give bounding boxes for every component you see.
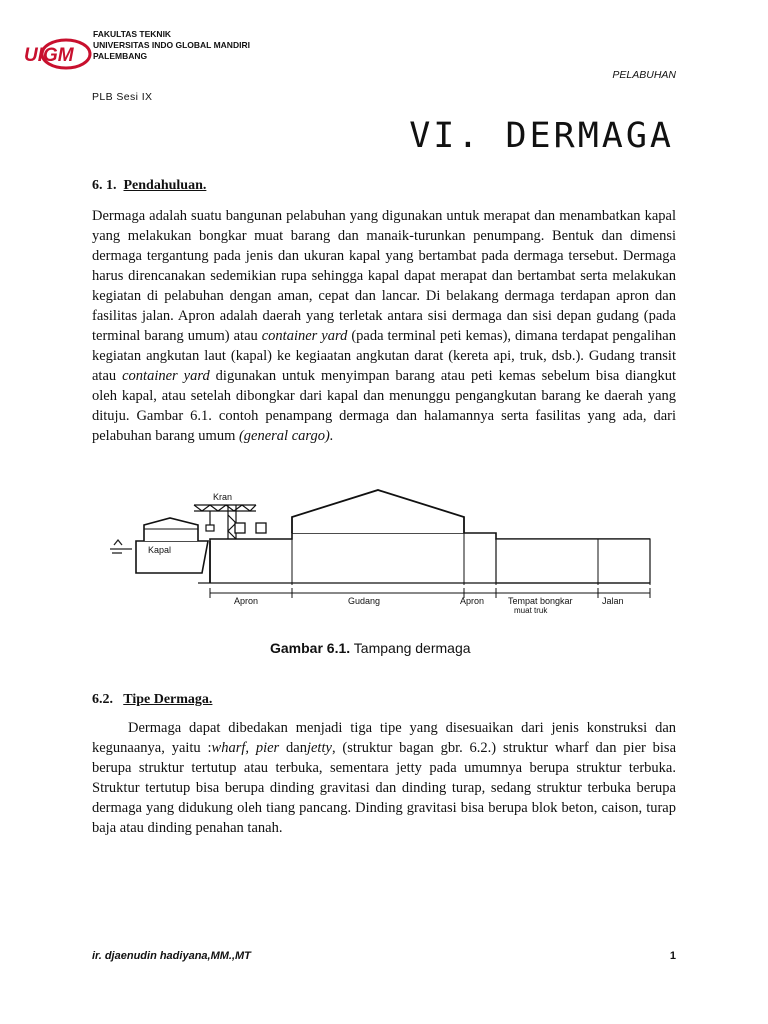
italic-term: (general cargo). — [238, 428, 334, 444]
section-2-number: 6.2. — [92, 692, 113, 707]
label-muat-truk: muat truk — [514, 606, 548, 615]
ship-shape — [136, 518, 208, 573]
paragraph-text: , (struktur bagan gbr. 6.2.) struktur wharf dan pier bisa berupa struktur tertutup atau terbuka, sementara jetty pada umumnya berupa struktur terbuka. Struktur tertutup bisa berupa dinding gravitasi dan dinding turap, sedang struktur terbuka berupa dermaga yang didukung oleh tiang pancang. Dinding gravitasi bisa berupa blok beton, caison, turap baja atau dinding penahan tanah. — [92, 740, 677, 836]
section-1-number: 6. 1. — [92, 178, 117, 193]
container-small — [235, 523, 245, 533]
crane-shape — [194, 505, 256, 539]
dock-cross-section-figure — [110, 485, 656, 630]
paragraph-text: (pada terminal peti kemas), dimana terdapat pengalihan kegiatan angkutan laut (kapal) ke kegiaatan angkutan darat (kereta api, truk, dsb.). Gudang transit atau — [92, 328, 676, 384]
university-logo — [22, 34, 94, 74]
italic-term: container yard — [261, 328, 348, 344]
water-symbol — [110, 540, 132, 553]
section-1-heading — [92, 178, 206, 194]
caption-number: Gambar 6.1. — [270, 640, 351, 656]
label-apron-1: Apron — [234, 596, 259, 606]
warehouse-shape — [292, 490, 464, 533]
italic-term: jetty — [306, 740, 332, 756]
section-2-heading — [92, 692, 212, 708]
container-small — [256, 523, 266, 533]
caption-text: Tampang dermaga — [350, 640, 471, 656]
page-number: 1 — [669, 950, 676, 962]
section-2-title: Tipe Dermaga. — [123, 692, 213, 707]
university-label: UNIVERSITAS INDO GLOBAL MANDIRI — [93, 40, 250, 50]
chapter-title: VI. DERMAGA — [409, 116, 674, 156]
section-1-title: Pendahuluan. — [123, 178, 207, 193]
label-gudang: Gudang — [348, 596, 381, 606]
paragraph-text: Dermaga dapat dibedakan menjadi tiga tipe yang disesuaikan dari jenis konstruksi dan kegunaanya, yaitu : — [92, 720, 676, 756]
label-kapal: Kapal — [148, 545, 172, 555]
label-jalan: Jalan — [602, 596, 624, 606]
label-tempat-bongkar: Tempat bongkar — [508, 596, 573, 606]
course-name: PELABUHAN — [612, 69, 676, 81]
logo-text: UIGM — [24, 45, 74, 66]
italic-term: container yard — [122, 368, 210, 384]
session-label: PLB Sesi IX — [92, 91, 153, 103]
city-label: PALEMBANG — [93, 51, 148, 61]
footer-author: ir. djaenudin hadiyana,MM.,MT — [92, 950, 251, 962]
paragraph-text: Dermaga adalah suatu bangunan pelabuhan yang digunakan untuk merapat dan menambatkan kapal yang melakukan bongkar muat barang dan manaik-turunkan penumpang. Bentuk dan dimensi dermaga tergantung pada jenis dan ukuran kapal yang bertambat pada dermaga tersebut. Dermaga harus direncanakan sedemikian rupa sehingga kapal dapat merapat dan bertambat serta melakukan kegiatan di pelabuhan dengan aman, cepat dan lancar. Di belakang dermaga terdapan apron dan fasilitas jalan. Apron adalah daerah yang terletak antara sisi dermaga dan sisi depan gudang (pada terminal barang umum) atau — [92, 208, 676, 344]
section-2-paragraph — [92, 718, 676, 838]
institution-block — [93, 29, 250, 62]
faculty-label: FAKULTAS TEKNIK — [93, 29, 172, 39]
paragraph-text: dan — [279, 740, 307, 756]
label-kran: Kran — [213, 492, 233, 502]
section-1-paragraph — [92, 206, 676, 446]
figure-caption — [270, 640, 471, 656]
italic-term: wharf, pier — [211, 740, 280, 756]
paragraph-text: digunakan untuk menyimpan barang atau peti kemas sebelum bisa diangkut oleh kapal, atau setelah dibongkar dari kapal dan menunggu pengangkutan barang ke daerah yang dituju. Gambar 6.1. contoh penampang dermaga dan halamannya serta fasilitas yang ada, dari pelabuhan barang umum — [92, 368, 676, 444]
label-apron-2: Apron — [460, 596, 485, 606]
